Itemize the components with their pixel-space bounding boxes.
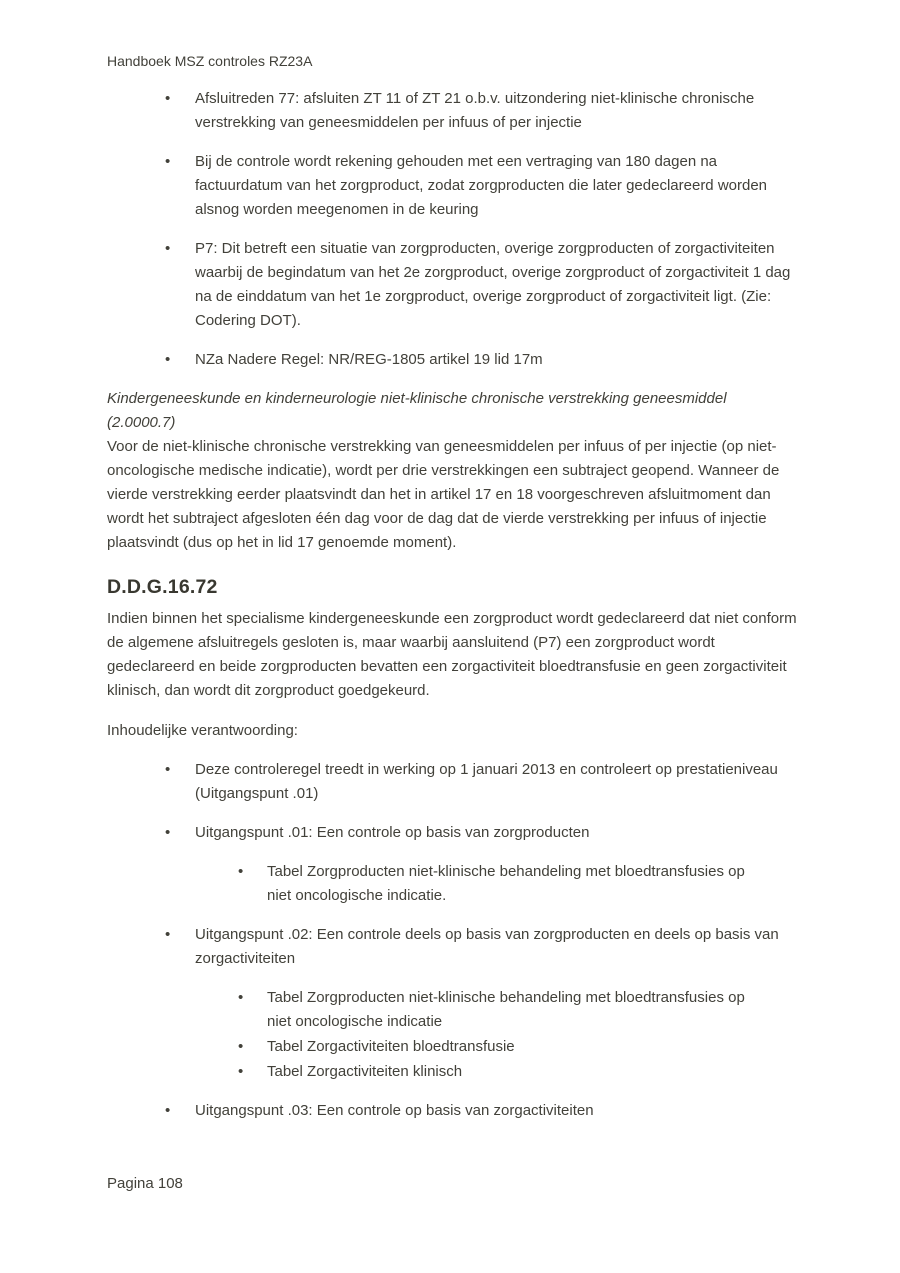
bullet-item (107, 237, 800, 333)
subsection-heading-title: Kindergeneeskunde en kinderneurologie niet-klinische chronische verstrekking geneesmiddel (107, 390, 727, 407)
bullet-item (107, 87, 800, 135)
bullet-text: Afsluitreden 77: afsluiten ZT 11 of ZT 21 o.b.v. uitzondering niet-klinische chronische verstrekking van geneesmiddelen per infuus of per injectie (195, 90, 755, 131)
bullet-text: Tabel Zorgactiviteiten bloedtransfusie (267, 1038, 515, 1055)
bullet-item (107, 923, 800, 971)
bullet-text: Tabel Zorgproducten niet-klinische behandeling met bloedtransfusies op niet oncologische indicatie (267, 989, 745, 1030)
bullet-item (107, 758, 800, 806)
bullet-text: NZa Nadere Regel: NR/REG-1805 artikel 19 lid 17m (195, 351, 543, 368)
bullet-text: Deze controleregel treedt in werking op 1 januari 2013 en controleert op prestatieniveau (Uitgangspunt .01) (195, 761, 778, 802)
intro-bullet-list (107, 87, 800, 372)
bullet-icon: • (165, 926, 171, 943)
bullet-icon: • (238, 1063, 244, 1080)
bullet-item (107, 150, 800, 222)
bullet-item (107, 1099, 800, 1123)
bullet-text: P7: Dit betreft een situatie van zorgproducten, overige zorgproducten of zorgactiviteiten waarbij de begindatum van het 2e zorgproduct, overige zorgproduct of zorgactiviteit 1 dag na de einddatum van het 1e zorgproduct, overige zorgproduct of zorgactiviteit ligt. (Zie: Codering DOT). (195, 240, 791, 329)
bullet-icon: • (238, 989, 244, 1006)
bullet-text: Bij de controle wordt rekening gehouden met een vertraging van 180 dagen na factuurdatum van het zorgproduct, zodat zorgproducten die later gedeclareerd worden alsnog worden meegenomen in de keuring (195, 153, 768, 218)
verantwoording-label: Inhoudelijke verantwoording: (107, 722, 298, 739)
bullet-icon: • (238, 1038, 244, 1055)
sub-bullet-item (107, 986, 800, 1034)
sub-bullet-item (107, 860, 800, 908)
section-paragraph: Indien binnen het specialisme kindergeneeskunde een zorgproduct wordt gedeclareerd dat niet conform de algemene afsluitregels gesloten is, maar waarbij aansluitend (P7) een zorgproduct wordt gedeclareerd en beide zorgproducten bevatten een zorgactiviteit bloedtransfusie en geen zorgactiviteit klinisch, dan wordt dit zorgproduct goedgekeurd. (107, 610, 797, 699)
sub-bullet-item (107, 1060, 800, 1084)
bullet-icon: • (165, 824, 171, 841)
subsection-heading (107, 387, 800, 435)
bullet-icon: • (165, 240, 171, 257)
bullet-icon: • (165, 90, 171, 107)
bullet-item (107, 821, 800, 845)
bullet-icon: • (165, 761, 171, 778)
page-content (107, 51, 800, 1138)
bullet-item (107, 348, 800, 372)
section-heading: D.D.G.16.72 (107, 576, 218, 598)
verantwoording-bullet-list (107, 758, 800, 1123)
bullet-icon: • (238, 863, 244, 880)
bullet-icon: • (165, 1102, 171, 1119)
bullet-text: Uitgangspunt .01: Een controle op basis van zorgproducten (195, 824, 590, 841)
subsection-heading-code: (2.0000.7) (107, 414, 176, 431)
bullet-text: Uitgangspunt .03: Een controle op basis van zorgactiviteiten (195, 1102, 594, 1119)
sub-bullet-item (107, 1035, 800, 1059)
bullet-text: Tabel Zorgactiviteiten klinisch (267, 1063, 463, 1080)
bullet-text: Tabel Zorgproducten niet-klinische behandeling met bloedtransfusies op niet oncologische indicatie. (267, 863, 745, 904)
subsection-paragraph: Voor de niet-klinische chronische verstrekking van geneesmiddelen per infuus of per injectie (op niet-oncologische medische indicatie), wordt per drie verstrekkingen een subtraject geopend. Wanneer de vierde verstrekking eerder plaatsvindt dan het in artikel 17 en 18 voorgeschreven afsluitmoment dan wordt het subtraject afgesloten één dag voor de dag dat de vierde verstrekking per infuus of injectie plaatsvindt (dus op het in lid 17 genoemde moment). (107, 438, 780, 551)
bullet-text: Uitgangspunt .02: Een controle deels op basis van zorgproducten en deels op basis van zorgactiviteiten (195, 926, 779, 967)
bullet-icon: • (165, 351, 171, 368)
page-number: Pagina 108 (107, 1175, 183, 1192)
bullet-icon: • (165, 153, 171, 170)
running-header: Handboek MSZ controles RZ23A (107, 53, 313, 69)
